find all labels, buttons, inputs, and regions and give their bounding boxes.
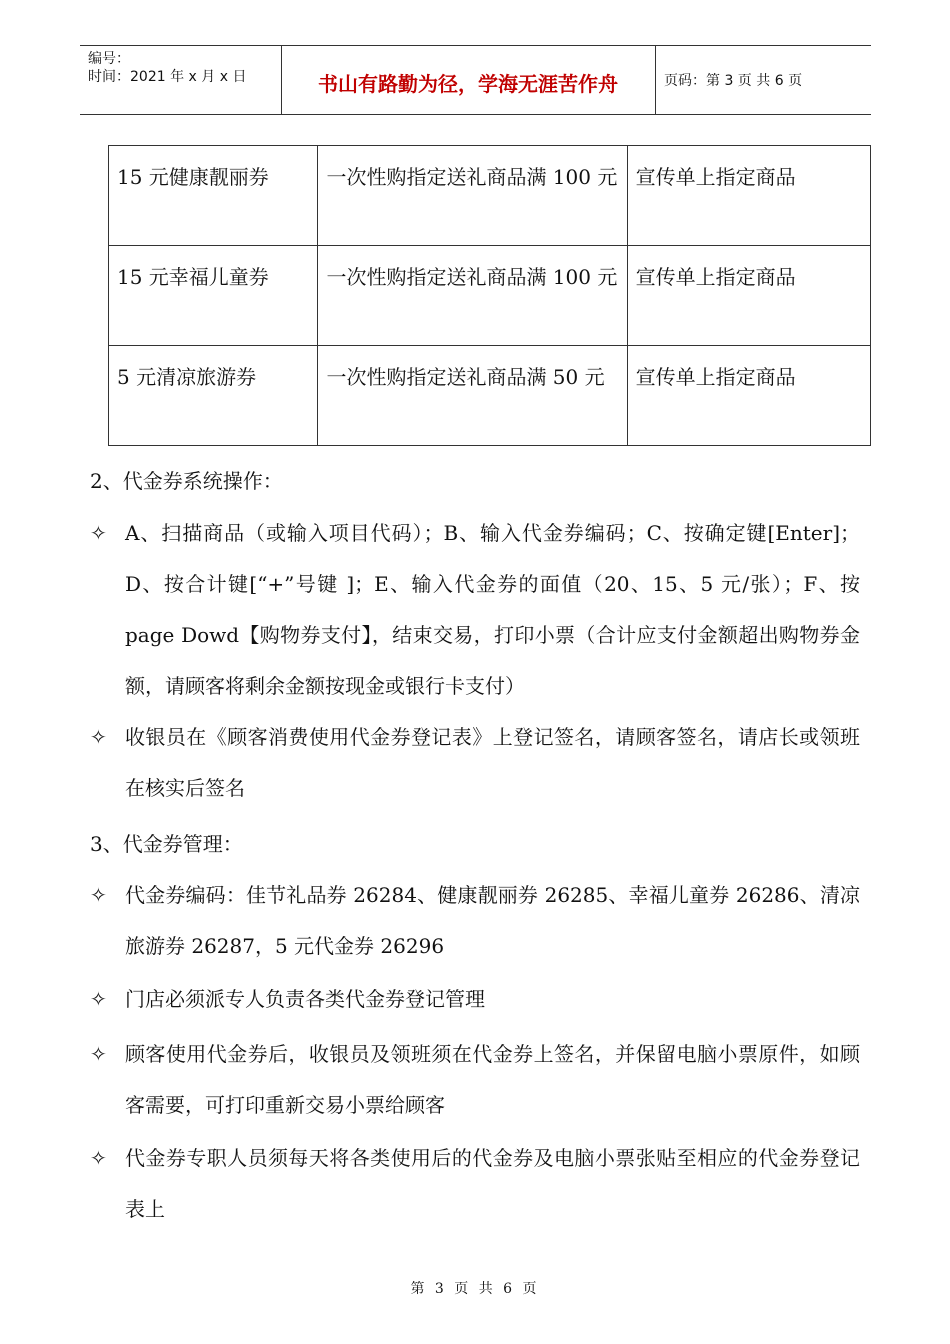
list-item — [90, 974, 860, 1025]
coupon-name-cell: 15 元健康靓丽券 — [109, 146, 318, 246]
section-3-title: 3、代金券管理： — [90, 832, 243, 856]
diamond-bullet-icon: ✧ — [90, 987, 107, 1011]
table-row — [109, 346, 871, 446]
list-item — [90, 508, 860, 712]
diamond-bullet-icon: ✧ — [90, 1146, 107, 1170]
coupon-table — [108, 145, 871, 446]
coupon-scope-cell: 宣传单上指定商品 — [627, 346, 870, 446]
diamond-bullet-icon: ✧ — [90, 883, 107, 907]
coupon-scope-cell: 宣传单上指定商品 — [627, 146, 870, 246]
coupon-scope-cell: 宣传单上指定商品 — [627, 246, 870, 346]
diamond-bullet-icon: ✧ — [90, 1042, 107, 1066]
list-item — [90, 870, 860, 972]
header-motto: 书山有路勤为径，学海无涯苦作舟 — [318, 72, 618, 96]
list-item — [90, 1133, 860, 1235]
list-item — [90, 712, 860, 814]
list-item-text: 代金券专职人员须每天将各类使用后的代金券及电脑小票张贴至相应的代金券登记表上 — [125, 1146, 860, 1221]
diamond-bullet-icon: ✧ — [90, 725, 107, 749]
coupon-condition-cell: 一次性购指定送礼商品满 50 元 — [318, 346, 627, 446]
list-item-text: 门店必须派专人负责各类代金券登记管理 — [125, 987, 485, 1011]
page-footer: 第 3 页 共 6 页 — [410, 1281, 540, 1297]
document-time-label: 时间：2021 年 x 月 x 日 — [88, 69, 247, 85]
list-item-text: 收银员在《顾客消费使用代金券登记表》上登记签名，请顾客签名，请店长或领班在核实后签名 — [125, 725, 860, 800]
coupon-condition-cell: 一次性购指定送礼商品满 100 元 — [318, 246, 627, 346]
document-number-label: 编号： — [88, 51, 130, 67]
header-meta — [88, 50, 246, 86]
coupon-name-cell: 15 元幸福儿童券 — [109, 246, 318, 346]
page-header — [80, 45, 871, 115]
coupon-name-cell: 5 元清凉旅游券 — [109, 346, 318, 446]
header-page-label: 页码：第 3 页 共 6 页 — [664, 73, 803, 89]
table-row — [109, 146, 871, 246]
table-row — [109, 246, 871, 346]
list-item-text: 顾客使用代金券后，收银员及领班须在代金券上签名，并保留电脑小票原件，如顾客需要，可打印重新交易小票给顾客 — [125, 1042, 860, 1117]
diamond-bullet-icon: ✧ — [90, 521, 107, 545]
list-item-text: 代金券编码：佳节礼品券 26284、健康靓丽券 26285、幸福儿童券 26286、清凉旅游券 26287，5 元代金券 26296 — [125, 883, 860, 958]
coupon-condition-cell: 一次性购指定送礼商品满 100 元 — [318, 146, 627, 246]
header-divider — [655, 46, 656, 114]
list-item-text: A、扫描商品（或输入项目代码）；B、输入代金券编码；C、按确定键[Enter]；D、按合计键[“+”号键 ]；E、输入代金券的面值（20、15、5 元/张）；F、按 page Dowd【购物券支付】，结束交易，打印小票（合计应支付金额超出购物券金额，请顾客将剩余金额按现金或银行卡支付） — [125, 521, 860, 698]
list-item — [90, 1029, 860, 1131]
section-2-title: 2、代金券系统操作： — [90, 469, 283, 493]
